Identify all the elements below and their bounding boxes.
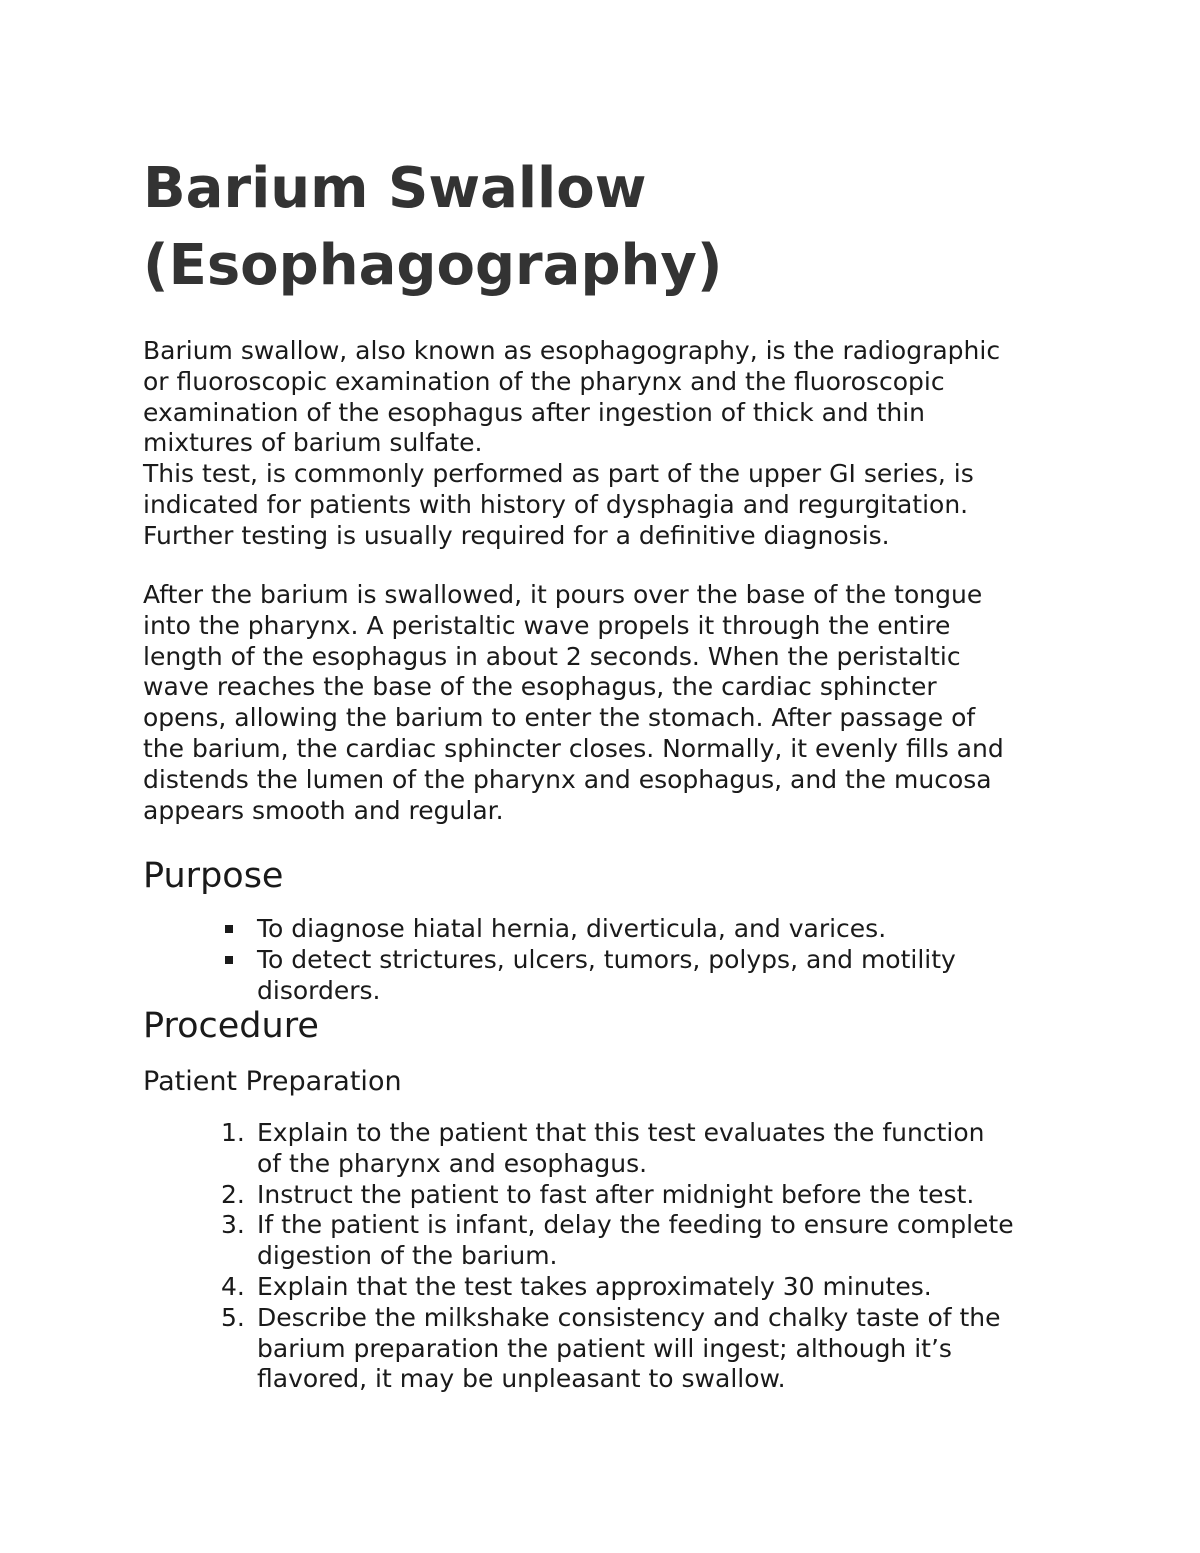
- list-item: [143, 1272, 1014, 1303]
- list-number: 3.: [221, 1210, 245, 1240]
- text-line: opens, allowing the barium to enter the stomach. After passage of: [143, 703, 976, 733]
- procedure-heading: Procedure: [143, 1006, 319, 1046]
- list-item-text: Describe the milkshake consistency and chalky taste of the: [257, 1302, 1001, 1332]
- list-item-text: To detect strictures, ulcers, tumors, polyps, and motility: [257, 944, 956, 974]
- list-item-text: Explain to the patient that this test evaluates the function: [257, 1118, 985, 1147]
- list-item: [143, 1303, 1014, 1395]
- page-title-line: (Esophagography): [143, 233, 723, 298]
- text-line: distends the lumen of the pharynx and esophagus, and the mucosa: [143, 764, 992, 794]
- text-line: This test, is commonly performed as part of the upper GI series, is: [143, 459, 974, 489]
- intro-paragraph: [143, 336, 1000, 552]
- list-item: [143, 1118, 1014, 1180]
- patient-preparation-heading: Patient Preparation: [143, 1066, 402, 1097]
- text-line: appears smooth and regular.: [143, 795, 504, 825]
- text-line: indicated for patients with history of dysphagia and regurgitation.: [143, 489, 969, 519]
- text-line: Barium swallow, also known as esophagography, is the radiographic: [143, 336, 1001, 365]
- list-item-text: barium preparation the patient will ingest; although it’s: [257, 1333, 952, 1363]
- list-item-text: of the pharynx and esophagus.: [257, 1148, 648, 1178]
- list-item: [143, 914, 956, 945]
- text-line: into the pharynx. A peristaltic wave propels it through the entire: [143, 610, 951, 640]
- list-number: 5.: [221, 1302, 245, 1332]
- text-line: Further testing is usually required for a definitive diagnosis.: [143, 520, 890, 550]
- page-title: [143, 150, 723, 304]
- list-number: 1.: [221, 1118, 245, 1147]
- text-line: length of the esophagus in about 2 seconds. When the peristaltic: [143, 641, 961, 671]
- list-item: [143, 945, 956, 1007]
- page-title-line: Barium Swallow: [143, 156, 647, 221]
- description-paragraph: [143, 580, 1004, 826]
- list-number: 4.: [221, 1271, 245, 1301]
- list-item-text: If the patient is infant, delay the feeding to ensure complete: [257, 1210, 1014, 1240]
- text-line: examination of the esophagus after ingestion of thick and thin: [143, 397, 926, 427]
- list-item: [143, 1210, 1014, 1272]
- text-line: wave reaches the base of the esophagus, the cardiac sphincter: [143, 672, 937, 702]
- preparation-steps-list: [143, 1118, 1014, 1395]
- purpose-heading: Purpose: [143, 856, 284, 896]
- list-number: 2.: [221, 1179, 245, 1209]
- list-item-text: Instruct the patient to fast after midnight before the test.: [257, 1179, 975, 1209]
- text-line: the barium, the cardiac sphincter closes. Normally, it evenly fills and: [143, 733, 1004, 763]
- list-item-text: To diagnose hiatal hernia, diverticula, and varices.: [257, 914, 887, 943]
- text-line: After the barium is swallowed, it pours over the base of the tongue: [143, 580, 983, 609]
- list-item-text: flavored, it may be unpleasant to swallow.: [257, 1364, 786, 1394]
- square-bullet-icon: [225, 956, 233, 964]
- text-line: or fluoroscopic examination of the pharynx and the fluoroscopic: [143, 366, 945, 396]
- list-item-text: disorders.: [257, 975, 381, 1005]
- list-item-text: Explain that the test takes approximately 30 minutes.: [257, 1271, 932, 1301]
- list-item: [143, 1180, 1014, 1211]
- square-bullet-icon: [225, 925, 233, 933]
- text-line: mixtures of barium sulfate.: [143, 428, 483, 458]
- list-item-text: digestion of the barium.: [257, 1241, 558, 1271]
- purpose-list: [143, 914, 956, 1006]
